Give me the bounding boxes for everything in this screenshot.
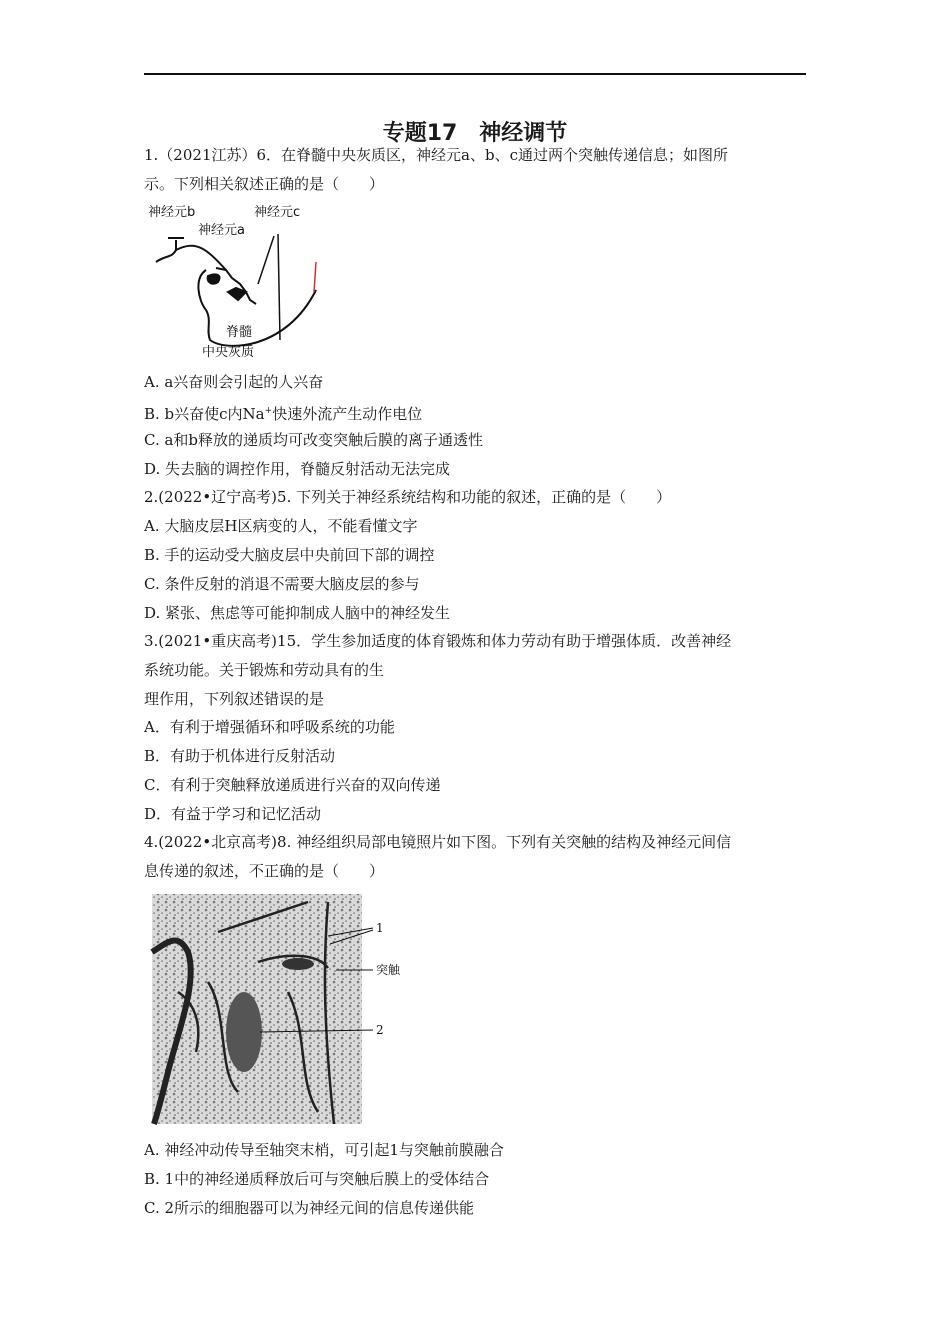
q3-option-c: C．有利于突触释放递质进行兴奋的双向传递 xyxy=(144,776,441,794)
fig1-label-spinal-cord: 脊髓 xyxy=(226,325,253,340)
q3-option-b: B．有助于机体进行反射活动 xyxy=(144,747,336,765)
page-title: 专题17 神经调节 xyxy=(382,121,568,146)
q1-stem-line2: 示。下列相关叙述正确的是（ ） xyxy=(144,175,385,193)
fig1-label-central-gray: 中央灰质 xyxy=(202,345,255,360)
q1-stem-line1: 1.（2021江苏）6．在脊髓中央灰质区，神经元a、b、c通过两个突触传递信息；如图所 xyxy=(144,146,728,164)
q2-option-b: B. 手的运动受大脑皮层中央前回下部的调控 xyxy=(144,546,435,564)
q1-option-b-post: 快速外流产生动作电位 xyxy=(272,405,423,423)
q2-option-d: D. 紧张、焦虑等可能抑制成人脑中的神经发生 xyxy=(144,604,451,622)
fig2-label-1: 1 xyxy=(376,921,384,935)
q2-option-a: A. 大脑皮层H区病变的人，不能看懂文字 xyxy=(144,517,418,535)
q3-option-d: D．有益于学习和记忆活动 xyxy=(144,805,322,823)
fig1-label-neuron-c: 神经元c xyxy=(254,205,301,220)
q3-stem-line1: 3.(2021•重庆高考)15．学生参加适度的体育锻炼和体力劳动有助于增强体质．改善神经 xyxy=(144,632,732,650)
header-rule xyxy=(144,73,806,75)
q3-stem-line3: 理作用，下列叙述错误的是 xyxy=(144,690,325,708)
q2-stem: 2.(2022•辽宁高考)5. 下列关于神经系统结构和功能的叙述，正确的是（ ） xyxy=(144,488,672,506)
q4-option-b: B. 1中的神经递质释放后可与突触后膜上的受体结合 xyxy=(144,1170,490,1188)
fig2-label-2: 2 xyxy=(376,1023,384,1037)
q3-stem-line2: 系统功能。关于锻炼和劳动具有的生 xyxy=(144,661,385,679)
fig2-label-synapse: 突触 xyxy=(376,963,401,977)
q1-option-a: A. a兴奋则会引起的人兴奋 xyxy=(144,373,324,391)
synaptic-vesicle xyxy=(282,958,314,970)
fig1-label-neuron-b: 神经元b xyxy=(148,205,196,220)
q1-option-b-pre: B. b兴奋使c内Na xyxy=(144,405,265,423)
fig1-label-neuron-a: 神经元a xyxy=(198,223,245,238)
q1-option-b-sup: + xyxy=(264,406,273,416)
q4-option-a: A. 神经冲动传导至轴突末梢，可引起1与突触前膜融合 xyxy=(144,1141,504,1159)
q4-stem-line2: 息传递的叙述，不正确的是（ ） xyxy=(144,862,385,880)
q3-option-a: A．有利于增强循环和呼吸系统的功能 xyxy=(144,718,395,736)
q1-spinal-cord-figure xyxy=(146,200,326,362)
q2-option-c: C. 条件反射的消退不需要大脑皮层的参与 xyxy=(144,575,420,593)
q4-option-c: C. 2所示的细胞器可以为神经元间的信息传递供能 xyxy=(144,1199,475,1217)
q1-option-d: D. 失去脑的调控作用，脊髓反射活动无法完成 xyxy=(144,460,451,478)
q4-electron-micrograph-figure xyxy=(148,892,413,1127)
q1-option-b xyxy=(144,402,422,423)
q4-stem-line1: 4.(2022•北京高考)8. 神经组织局部电镜照片如下图。下列有关突触的结构及神经元间信 xyxy=(144,833,732,851)
q1-option-c: C. a和b释放的递质均可改变突触后膜的离子通透性 xyxy=(144,431,484,449)
mitochondrion xyxy=(226,992,262,1072)
